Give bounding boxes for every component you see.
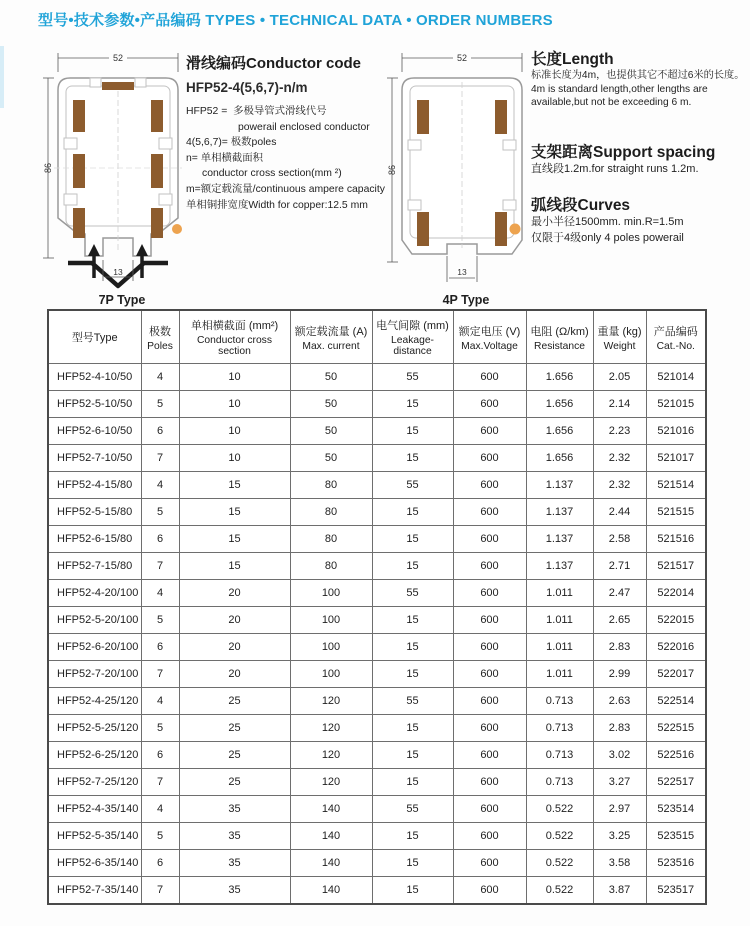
cell-type: HFP52-6-15/80 xyxy=(48,526,141,553)
cell-leakage-distance: 15 xyxy=(372,445,453,472)
cell-type: HFP52-7-25/120 xyxy=(48,769,141,796)
table-row xyxy=(48,418,706,445)
table-row xyxy=(48,607,706,634)
cell-max-current: 50 xyxy=(290,418,372,445)
table-header-row xyxy=(48,310,706,364)
cell-cross-section: 20 xyxy=(179,580,290,607)
dim-width-label: 52 xyxy=(456,53,468,63)
cell-leakage-distance: 55 xyxy=(372,472,453,499)
cell-max-current: 120 xyxy=(290,688,372,715)
curves-section xyxy=(531,196,750,247)
diagram-type-label: 7P Type xyxy=(98,293,146,307)
cell-resistance: 0.713 xyxy=(526,742,593,769)
curves-title: 弧线段Curves xyxy=(531,197,631,214)
table-row xyxy=(48,742,706,769)
cell-resistance: 1.137 xyxy=(526,553,593,580)
cell-type: HFP52-7-10/50 xyxy=(48,445,141,472)
cell-type: HFP52-6-20/100 xyxy=(48,634,141,661)
cell-max-voltage: 600 xyxy=(453,823,526,850)
cell-max-current: 100 xyxy=(290,634,372,661)
cell-cross-section: 10 xyxy=(179,445,290,472)
cell-max-voltage: 600 xyxy=(453,472,526,499)
cell-poles: 7 xyxy=(141,661,179,688)
spec-table xyxy=(47,309,707,905)
table-row xyxy=(48,472,706,499)
table-row xyxy=(48,661,706,688)
cell-leakage-distance: 15 xyxy=(372,742,453,769)
cell-weight: 2.97 xyxy=(593,796,646,823)
cell-resistance: 0.522 xyxy=(526,877,593,905)
cell-cross-section: 20 xyxy=(179,661,290,688)
cell-poles: 7 xyxy=(141,769,179,796)
cell-poles: 5 xyxy=(141,499,179,526)
cell-type: HFP52-4-10/50 xyxy=(48,364,141,391)
length-section xyxy=(531,50,750,109)
orange-spot xyxy=(172,224,182,234)
page-title: 型号•技术参数•产品编码 TYPES • TECHNICAL DATA • ORDER NUMBERS xyxy=(38,12,553,29)
conductor-code-model: HFP52-4(5,6,7)-n/m xyxy=(186,80,308,95)
column-header: 产品编码 Cat.-No. xyxy=(646,310,706,364)
cell-max-voltage: 600 xyxy=(453,499,526,526)
cell-max-voltage: 600 xyxy=(453,553,526,580)
cell-weight: 3.58 xyxy=(593,850,646,877)
cell-cat-no: 521017 xyxy=(646,445,706,472)
column-header: 重量 (kg) Weight xyxy=(593,310,646,364)
cell-cat-no: 522514 xyxy=(646,688,706,715)
cell-max-current: 120 xyxy=(290,742,372,769)
cell-weight: 3.02 xyxy=(593,742,646,769)
table-row xyxy=(48,391,706,418)
cell-weight: 2.99 xyxy=(593,661,646,688)
cell-leakage-distance: 15 xyxy=(372,418,453,445)
edge-decoration xyxy=(0,46,4,108)
length-title: 长度Length xyxy=(531,51,614,68)
cell-weight: 2.32 xyxy=(593,445,646,472)
cell-max-voltage: 600 xyxy=(453,364,526,391)
conductor-code-block xyxy=(186,52,401,213)
dim-slot-label: 13 xyxy=(113,267,123,277)
cell-poles: 7 xyxy=(141,445,179,472)
column-header: 单相横截面 (mm²) Conductor cross section xyxy=(179,310,290,364)
table-row xyxy=(48,580,706,607)
cell-poles: 4 xyxy=(141,796,179,823)
cell-max-current: 80 xyxy=(290,526,372,553)
cell-type: HFP52-6-10/50 xyxy=(48,418,141,445)
cell-resistance: 1.011 xyxy=(526,580,593,607)
column-header: 极数 Poles xyxy=(141,310,179,364)
cell-type: HFP52-5-25/120 xyxy=(48,715,141,742)
cell-type: HFP52-7-20/100 xyxy=(48,661,141,688)
legend-line-prefix xyxy=(186,104,401,120)
cell-resistance: 1.137 xyxy=(526,472,593,499)
cell-max-voltage: 600 xyxy=(453,634,526,661)
cell-weight: 3.87 xyxy=(593,877,646,905)
cell-weight: 2.83 xyxy=(593,634,646,661)
cell-poles: 4 xyxy=(141,580,179,607)
cell-cross-section: 35 xyxy=(179,877,290,905)
table-row xyxy=(48,877,706,905)
cell-weight: 2.63 xyxy=(593,688,646,715)
legend-zh: 多极导管式滑线代号 xyxy=(233,106,327,117)
cell-weight: 2.47 xyxy=(593,580,646,607)
cell-cat-no: 522517 xyxy=(646,769,706,796)
cell-resistance: 1.011 xyxy=(526,661,593,688)
conductor-code-title: 滑线编码Conductor code xyxy=(186,55,361,72)
cell-max-voltage: 600 xyxy=(453,715,526,742)
cell-resistance: 0.713 xyxy=(526,715,593,742)
cell-max-voltage: 600 xyxy=(453,607,526,634)
cell-resistance: 1.656 xyxy=(526,364,593,391)
cell-type: HFP52-4-35/140 xyxy=(48,796,141,823)
cell-cat-no: 521015 xyxy=(646,391,706,418)
cell-cat-no: 521517 xyxy=(646,553,706,580)
cell-max-current: 50 xyxy=(290,364,372,391)
conductor-code-legend xyxy=(186,104,401,213)
cell-type: HFP52-5-20/100 xyxy=(48,607,141,634)
cell-resistance: 0.522 xyxy=(526,850,593,877)
table-body xyxy=(48,364,706,905)
cell-leakage-distance: 15 xyxy=(372,499,453,526)
cell-cross-section: 15 xyxy=(179,526,290,553)
cell-max-voltage: 600 xyxy=(453,661,526,688)
dim-width-label: 52 xyxy=(112,53,124,63)
cell-leakage-distance: 55 xyxy=(372,796,453,823)
cell-poles: 6 xyxy=(141,418,179,445)
table-row xyxy=(48,634,706,661)
cell-cross-section: 25 xyxy=(179,742,290,769)
cell-weight: 3.27 xyxy=(593,769,646,796)
cell-cross-section: 25 xyxy=(179,769,290,796)
cell-max-voltage: 600 xyxy=(453,391,526,418)
cell-leakage-distance: 15 xyxy=(372,661,453,688)
cell-type: HFP52-6-25/120 xyxy=(48,742,141,769)
cell-weight: 3.25 xyxy=(593,823,646,850)
cell-weight: 2.58 xyxy=(593,526,646,553)
cell-poles: 6 xyxy=(141,634,179,661)
cell-type: HFP52-4-25/120 xyxy=(48,688,141,715)
cell-cross-section: 20 xyxy=(179,634,290,661)
cell-poles: 7 xyxy=(141,877,179,905)
cell-max-voltage: 600 xyxy=(453,796,526,823)
cell-cat-no: 522515 xyxy=(646,715,706,742)
cell-resistance: 0.713 xyxy=(526,688,593,715)
cell-cat-no: 522015 xyxy=(646,607,706,634)
cell-leakage-distance: 15 xyxy=(372,634,453,661)
support-text: 直线段1.2m.for straight runs 1.2m. xyxy=(531,163,699,176)
cell-max-voltage: 600 xyxy=(453,526,526,553)
cell-cat-no: 522016 xyxy=(646,634,706,661)
cell-poles: 5 xyxy=(141,715,179,742)
cell-type: HFP52-7-15/80 xyxy=(48,553,141,580)
legend-line-ampere: m=额定载流量/continuous ampere capacity xyxy=(186,184,385,196)
cell-cat-no: 521014 xyxy=(646,364,706,391)
table-row xyxy=(48,796,706,823)
cell-cat-no: 522516 xyxy=(646,742,706,769)
cell-cat-no: 522017 xyxy=(646,661,706,688)
table-row xyxy=(48,715,706,742)
cell-cat-no: 523514 xyxy=(646,796,706,823)
cell-max-current: 100 xyxy=(290,607,372,634)
cell-cat-no: 523516 xyxy=(646,850,706,877)
table-head xyxy=(48,310,706,364)
cell-weight: 2.44 xyxy=(593,499,646,526)
cell-resistance: 1.656 xyxy=(526,418,593,445)
cell-max-current: 120 xyxy=(290,715,372,742)
support-title: 支架距离Support spacing xyxy=(531,144,716,161)
cell-type: HFP52-7-35/140 xyxy=(48,877,141,905)
cell-max-voltage: 600 xyxy=(453,769,526,796)
cell-weight: 2.05 xyxy=(593,364,646,391)
cell-max-voltage: 600 xyxy=(453,688,526,715)
cell-cross-section: 35 xyxy=(179,796,290,823)
cell-resistance: 1.656 xyxy=(526,445,593,472)
cell-leakage-distance: 55 xyxy=(372,580,453,607)
cell-max-current: 50 xyxy=(290,391,372,418)
cell-max-current: 100 xyxy=(290,580,372,607)
cell-poles: 6 xyxy=(141,850,179,877)
cell-weight: 2.71 xyxy=(593,553,646,580)
curves-text-poles: 仅限于4级only 4 poles powerail xyxy=(531,232,684,245)
cell-max-current: 140 xyxy=(290,877,372,905)
cell-poles: 6 xyxy=(141,742,179,769)
cell-resistance: 1.011 xyxy=(526,634,593,661)
cell-cat-no: 521514 xyxy=(646,472,706,499)
cell-type: HFP52-5-15/80 xyxy=(48,499,141,526)
table-row xyxy=(48,364,706,391)
column-header: 电气间隙 (mm) Leakage-distance xyxy=(372,310,453,364)
legend-line-prefix-en: powerail enclosed conductor xyxy=(238,121,370,133)
cell-max-current: 140 xyxy=(290,823,372,850)
cell-poles: 6 xyxy=(141,526,179,553)
cell-resistance: 0.522 xyxy=(526,823,593,850)
length-text-zh: 标准长度为4m，也提供其它不超过6米的长度。 xyxy=(531,70,745,82)
cell-cross-section: 25 xyxy=(179,688,290,715)
cell-max-current: 80 xyxy=(290,472,372,499)
cell-type: HFP52-5-10/50 xyxy=(48,391,141,418)
table-row xyxy=(48,553,706,580)
diagram-type-label: 4P Type xyxy=(442,293,490,307)
cell-cat-no: 523517 xyxy=(646,877,706,905)
cell-resistance: 0.522 xyxy=(526,796,593,823)
cell-weight: 2.83 xyxy=(593,715,646,742)
cell-resistance: 1.011 xyxy=(526,607,593,634)
cell-leakage-distance: 15 xyxy=(372,391,453,418)
table-row xyxy=(48,850,706,877)
cell-cross-section: 10 xyxy=(179,391,290,418)
cell-max-current: 140 xyxy=(290,850,372,877)
cell-max-current: 120 xyxy=(290,769,372,796)
cell-max-voltage: 600 xyxy=(453,580,526,607)
cell-leakage-distance: 15 xyxy=(372,877,453,905)
column-header: 额定载流量 (A) Max. current xyxy=(290,310,372,364)
cell-leakage-distance: 15 xyxy=(372,850,453,877)
cell-leakage-distance: 15 xyxy=(372,526,453,553)
cell-type: HFP52-4-20/100 xyxy=(48,580,141,607)
cell-max-current: 140 xyxy=(290,796,372,823)
cell-cross-section: 15 xyxy=(179,499,290,526)
cell-resistance: 0.713 xyxy=(526,769,593,796)
cell-leakage-distance: 15 xyxy=(372,823,453,850)
cell-type: HFP52-4-15/80 xyxy=(48,472,141,499)
cell-resistance: 1.137 xyxy=(526,499,593,526)
cell-weight: 2.32 xyxy=(593,472,646,499)
table-row xyxy=(48,499,706,526)
cell-poles: 5 xyxy=(141,823,179,850)
cell-max-voltage: 600 xyxy=(453,418,526,445)
cell-weight: 2.65 xyxy=(593,607,646,634)
length-text-en1: 4m is standard length,other lengths are xyxy=(531,83,708,95)
cell-cross-section: 35 xyxy=(179,850,290,877)
cell-cat-no: 521016 xyxy=(646,418,706,445)
cell-max-voltage: 600 xyxy=(453,445,526,472)
cell-resistance: 1.137 xyxy=(526,526,593,553)
cell-leakage-distance: 15 xyxy=(372,715,453,742)
dim-height-label: 86 xyxy=(43,162,53,174)
cell-leakage-distance: 15 xyxy=(372,553,453,580)
cell-cross-section: 10 xyxy=(179,364,290,391)
orange-spot xyxy=(510,224,521,235)
column-header: 型号Type xyxy=(48,310,141,364)
cell-cat-no: 521515 xyxy=(646,499,706,526)
cell-cross-section: 10 xyxy=(179,418,290,445)
cell-leakage-distance: 15 xyxy=(372,769,453,796)
cell-poles: 5 xyxy=(141,607,179,634)
cell-cat-no: 523515 xyxy=(646,823,706,850)
legend-line-cross-zh: n= 单相横截面积 xyxy=(186,152,264,164)
column-header: 额定电压 (V) Max.Voltage xyxy=(453,310,526,364)
cell-cat-no: 521516 xyxy=(646,526,706,553)
cell-resistance: 1.656 xyxy=(526,391,593,418)
cell-max-voltage: 600 xyxy=(453,742,526,769)
cell-cross-section: 15 xyxy=(179,553,290,580)
cell-max-current: 80 xyxy=(290,499,372,526)
legend-line-cross-en: conductor cross section(mm ²) xyxy=(202,168,342,180)
cell-leakage-distance: 55 xyxy=(372,688,453,715)
legend-line-copper-width: 单相铜排宽度Width for copper:12.5 mm xyxy=(186,199,368,211)
table-row xyxy=(48,823,706,850)
cell-max-voltage: 600 xyxy=(453,877,526,905)
cell-leakage-distance: 55 xyxy=(372,364,453,391)
curves-text-radius: 最小半径1500mm. min.R=1.5m xyxy=(531,216,684,229)
cell-poles: 4 xyxy=(141,472,179,499)
table-row xyxy=(48,526,706,553)
cell-cat-no: 522014 xyxy=(646,580,706,607)
cell-max-current: 50 xyxy=(290,445,372,472)
table-row xyxy=(48,688,706,715)
cell-cross-section: 20 xyxy=(179,607,290,634)
diagram-4p-cross-section xyxy=(384,48,539,310)
cell-poles: 5 xyxy=(141,391,179,418)
table-row xyxy=(48,445,706,472)
dim-slot-label: 13 xyxy=(457,267,467,277)
specs-column xyxy=(531,50,750,300)
length-text-en2: available,but not be exceeding 6 m. xyxy=(531,96,692,108)
cell-weight: 2.23 xyxy=(593,418,646,445)
cell-type: HFP52-6-35/140 xyxy=(48,850,141,877)
cell-max-current: 80 xyxy=(290,553,372,580)
column-header: 电阻 (Ω/km) Resistance xyxy=(526,310,593,364)
legend-line-poles: 4(5,6,7)= 极数poles xyxy=(186,137,277,149)
diagram-7p-cross-section xyxy=(40,48,195,310)
legend-key: HFP52 = xyxy=(186,106,228,117)
cell-poles: 4 xyxy=(141,688,179,715)
cell-leakage-distance: 15 xyxy=(372,607,453,634)
cell-cross-section: 25 xyxy=(179,715,290,742)
support-spacing-section xyxy=(531,143,750,177)
cell-poles: 4 xyxy=(141,364,179,391)
cell-max-voltage: 600 xyxy=(453,850,526,877)
dim-height-label: 86 xyxy=(387,164,397,176)
cell-poles: 7 xyxy=(141,553,179,580)
cell-cross-section: 35 xyxy=(179,823,290,850)
table-row xyxy=(48,769,706,796)
cell-max-current: 100 xyxy=(290,661,372,688)
cell-weight: 2.14 xyxy=(593,391,646,418)
cell-cross-section: 15 xyxy=(179,472,290,499)
cell-type: HFP52-5-35/140 xyxy=(48,823,141,850)
